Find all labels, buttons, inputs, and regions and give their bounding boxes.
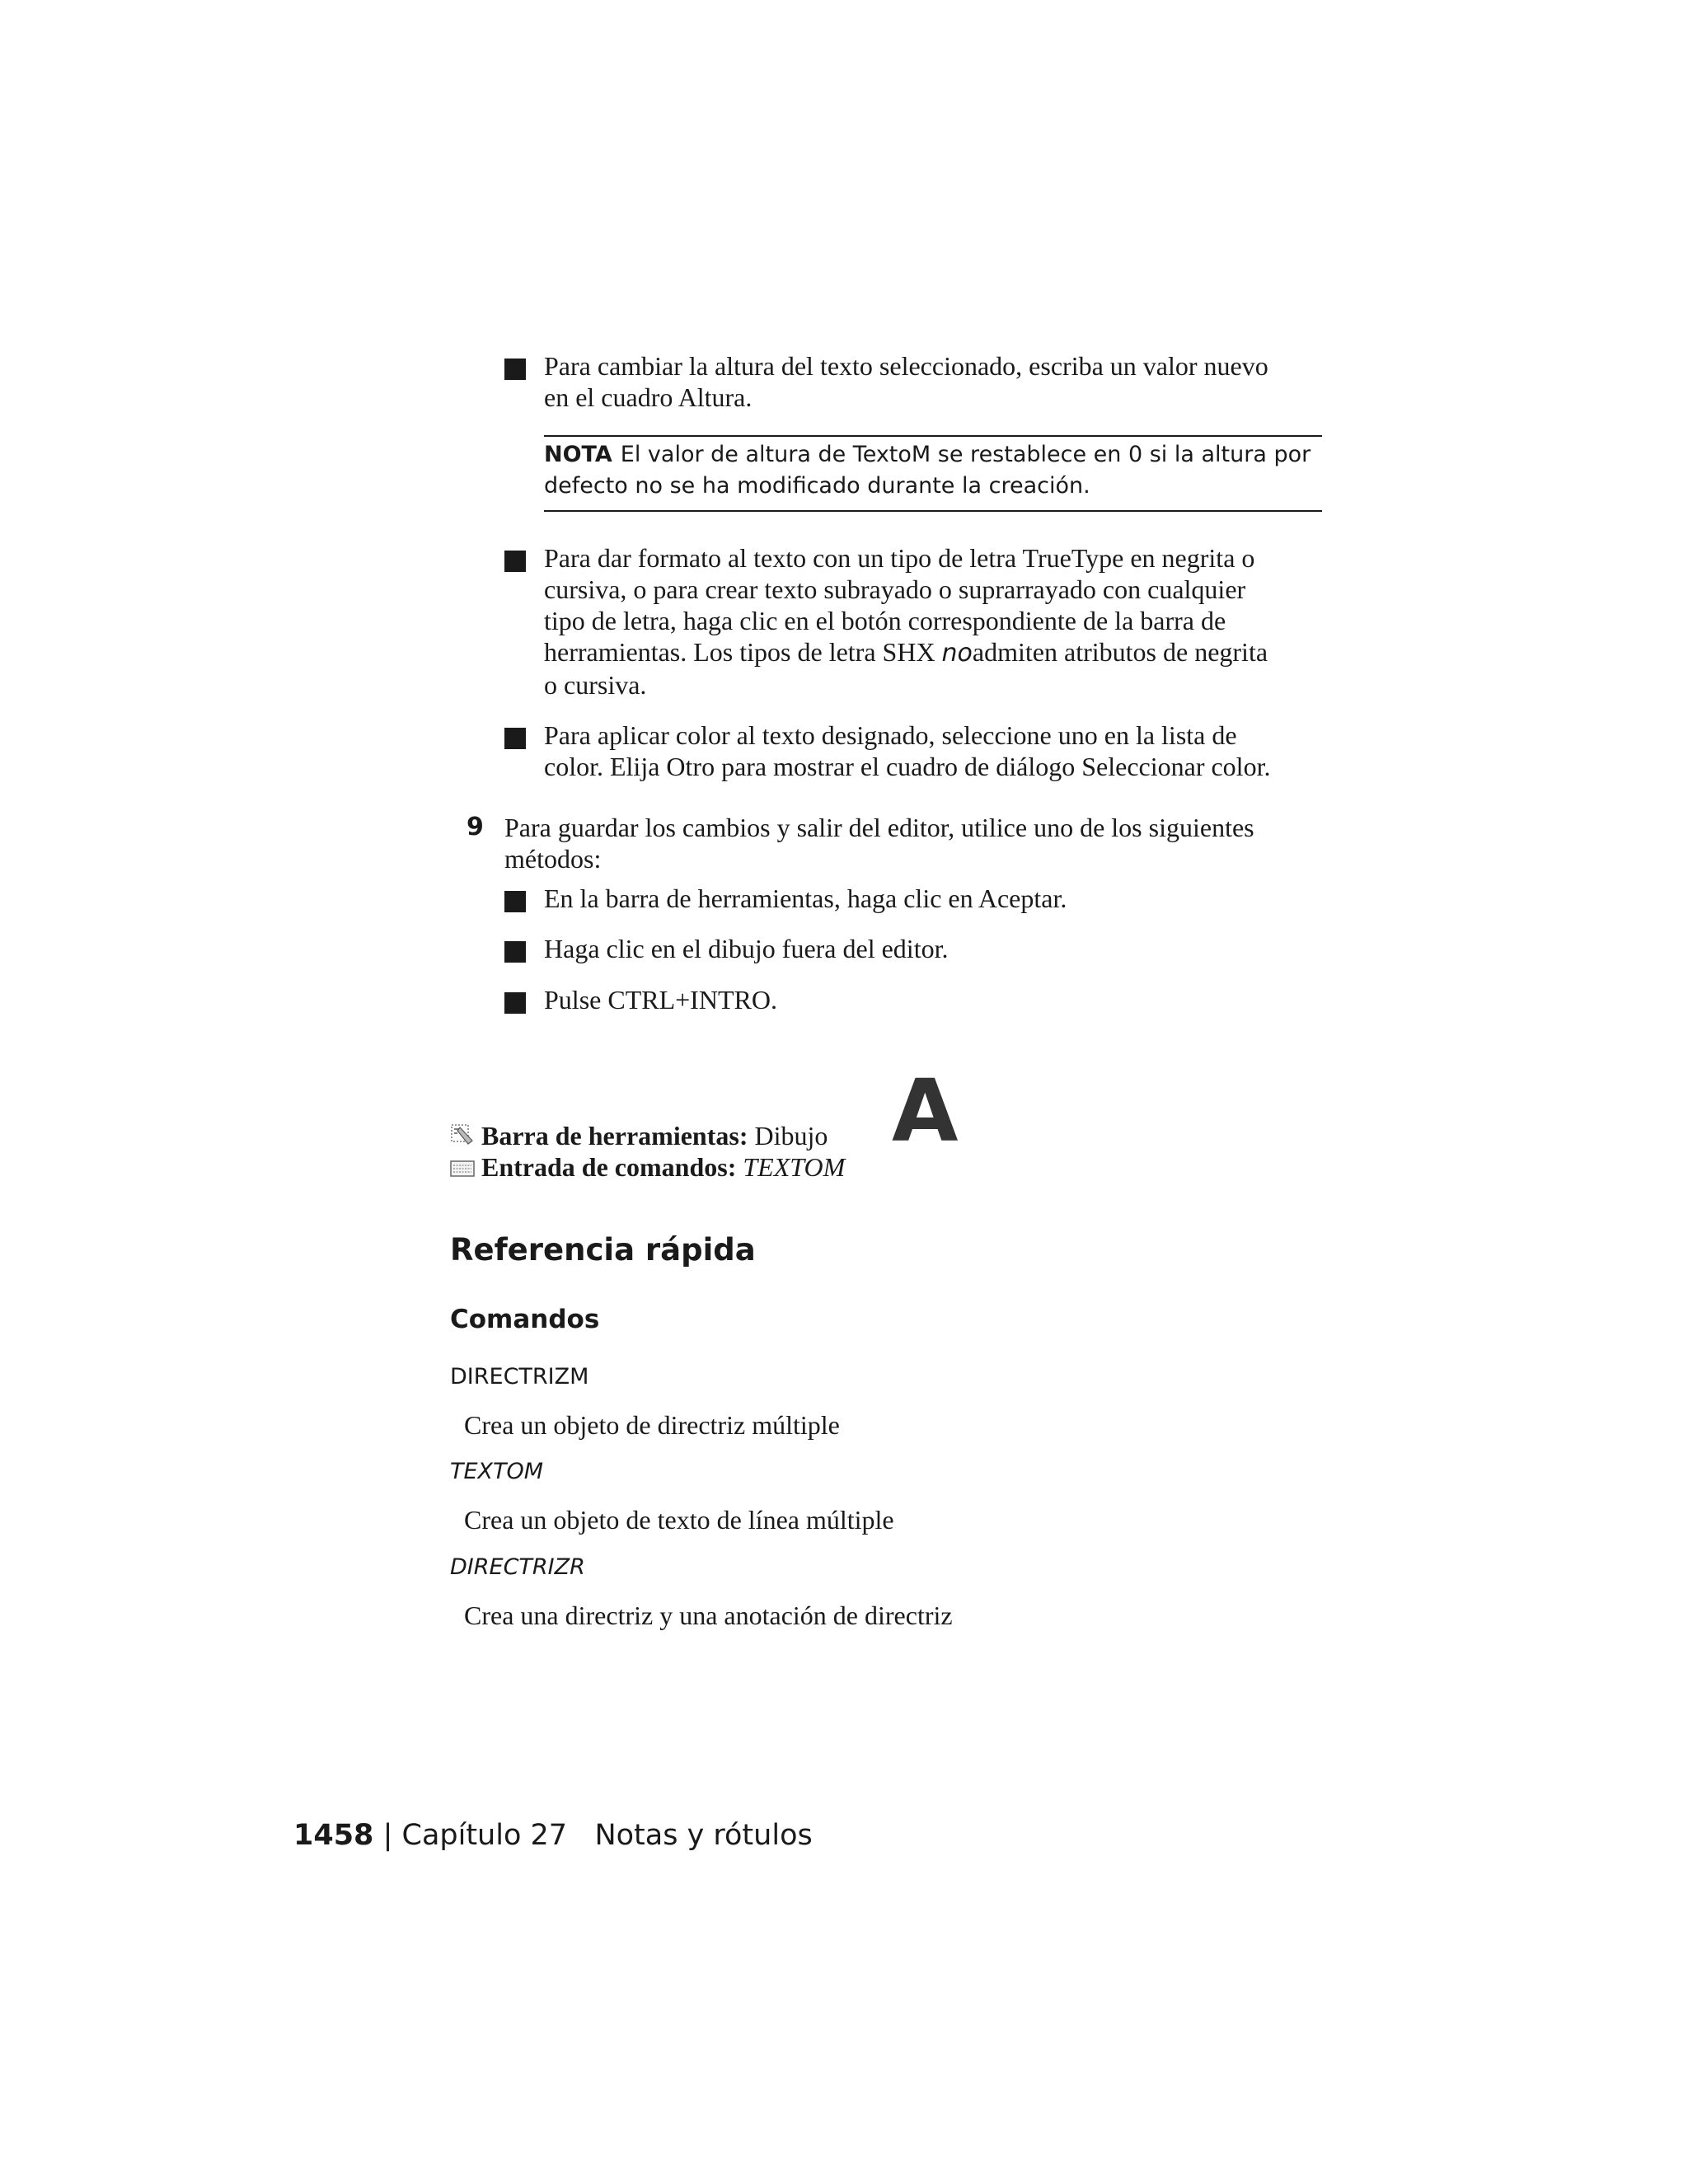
bullet-marker xyxy=(504,359,526,380)
step-text: Para guardar los cambios y salir del editor, utilice uno de los siguientes métodos: xyxy=(504,813,1254,874)
bullet-text-color: Para aplicar color al texto designado, seleccione uno en la lista de color. Elija Otro para mostrar el cuadro de diálogo Seleccionar color. xyxy=(544,720,1271,781)
text-tool-icon: A xyxy=(892,1061,959,1161)
command-name: DIRECTRIZR xyxy=(450,1554,585,1580)
command-name: TEXTOM xyxy=(450,1459,544,1484)
toolbar-access-line xyxy=(481,1120,828,1151)
command-access-line xyxy=(481,1151,845,1183)
quick-reference-heading: Referencia rápida xyxy=(450,1232,756,1268)
toolbar-label: Barra de herramientas: xyxy=(481,1121,748,1151)
command-value: TEXTOM xyxy=(743,1152,846,1182)
bullet-marker xyxy=(504,728,526,749)
step-item: En la barra de herramientas, haga clic en Aceptar. xyxy=(544,883,1067,913)
keyboard-icon xyxy=(450,1157,475,1180)
bullet-format-emphasis: no xyxy=(941,639,973,668)
footer-separator: | xyxy=(382,1819,393,1852)
bullet-format-text-1: Para dar formato al texto con un tipo de letra TrueType en negrita o cursiva, o para crear texto subrayado o suprarrayado con cualquier tipo de letra, haga clic en el botón correspondiente de la barra de herramientas. Los tipos de letra SHX xyxy=(544,543,1255,667)
note-text: El valor de altura de TextoM se restablece en 0 si la altura por defecto no se ha modificado durante la creación. xyxy=(544,442,1311,499)
command-description: Crea un objeto de directriz múltiple xyxy=(464,1410,840,1440)
toolbar-icon xyxy=(450,1122,475,1146)
bullet-marker xyxy=(504,891,526,912)
bullet-marker xyxy=(504,551,526,572)
step-item: Haga clic en el dibujo fuera del editor. xyxy=(544,934,949,963)
note-bottom-rule xyxy=(544,510,1322,512)
commands-heading: Comandos xyxy=(450,1305,600,1334)
page-footer xyxy=(293,1817,813,1854)
note-block xyxy=(544,439,1322,502)
bullet-marker xyxy=(504,992,526,1014)
bullet-text-format xyxy=(544,542,1335,701)
page-number: 1458 xyxy=(293,1819,374,1852)
bullet-text-height: Para cambiar la altura del texto seleccionado, escriba un valor nuevo en el cuadro Altura. xyxy=(544,351,1268,412)
note-label: NOTA xyxy=(544,442,612,467)
bullet-marker xyxy=(504,941,526,963)
command-description: Crea un objeto de texto de línea múltiple xyxy=(464,1505,894,1535)
command-label: Entrada de comandos: xyxy=(481,1152,737,1182)
bullet-format-text-2: admiten atributos de negrita o cursiva. xyxy=(544,637,1268,700)
toolbar-value: Dibujo xyxy=(754,1121,828,1151)
step-item: Pulse CTRL+INTRO. xyxy=(544,985,777,1015)
step-number: 9 xyxy=(467,813,484,841)
chapter-title: Notas y rótulos xyxy=(594,1819,813,1852)
command-name: DIRECTRIZM xyxy=(450,1364,589,1390)
note-top-rule xyxy=(544,435,1322,437)
command-description: Crea una directriz y una anotación de directriz xyxy=(464,1601,953,1630)
chapter-label: Capítulo 27 xyxy=(401,1819,568,1852)
